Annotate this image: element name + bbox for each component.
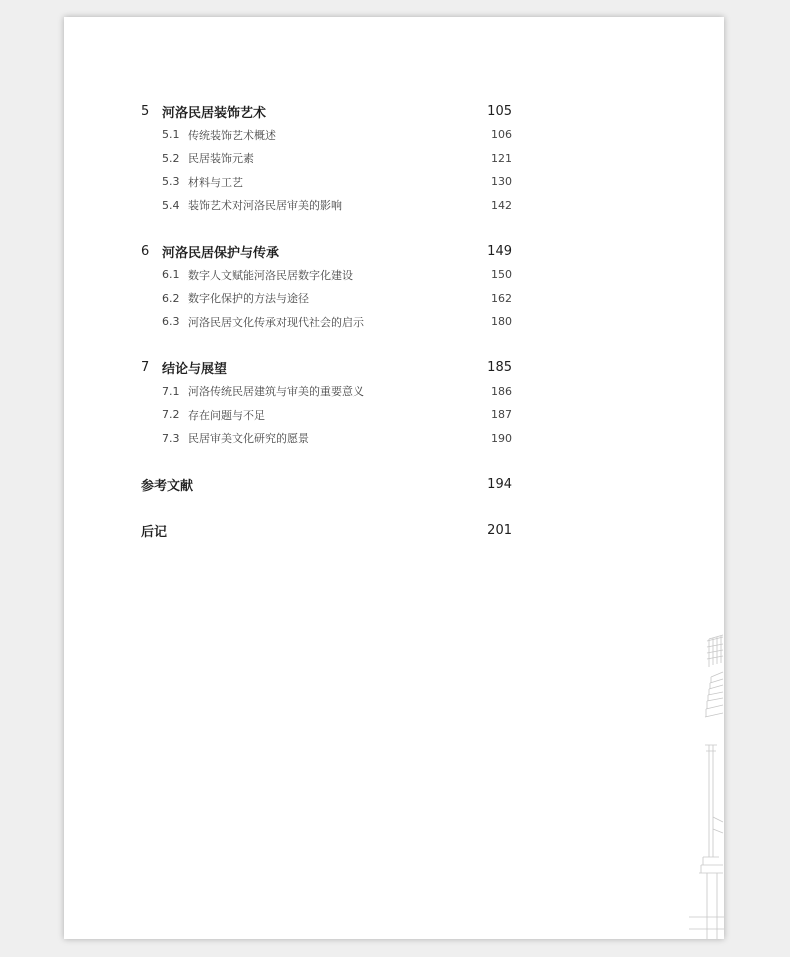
- section-page-number: 180: [491, 315, 512, 329]
- back-matter-heading[interactable]: [141, 472, 512, 496]
- chapter-title: 河洛民居装饰艺术: [162, 105, 267, 121]
- chapter-heading[interactable]: [141, 239, 512, 263]
- section-number: 6.3: [162, 315, 180, 329]
- architecture-line-drawing: [689, 617, 724, 939]
- section-number: 5.4: [162, 198, 180, 212]
- section-number: 6.1: [162, 268, 180, 282]
- section-page-number: 142: [491, 198, 512, 212]
- section-title: 数字人文赋能河洛民居数字化建设: [188, 268, 353, 282]
- section-entry[interactable]: [141, 194, 512, 218]
- section-entry[interactable]: [141, 403, 512, 427]
- section-number: 5.1: [162, 128, 180, 142]
- section-number: 7.2: [162, 408, 180, 422]
- section-entry[interactable]: [141, 263, 512, 287]
- chapter-7: [141, 356, 512, 451]
- section-page-number: 121: [491, 151, 512, 165]
- section-title: 装饰艺术对河洛民居审美的影响: [188, 199, 342, 213]
- chapter-number: 5: [141, 103, 150, 119]
- back-matter-page-number: 194: [487, 476, 512, 492]
- chapter-page-number: 149: [487, 243, 512, 259]
- section-title: 河洛民居文化传承对现代社会的启示: [188, 315, 364, 329]
- section-page-number: 150: [491, 268, 512, 282]
- section-page-number: 130: [491, 175, 512, 189]
- chapter-title: 结论与展望: [162, 362, 228, 377]
- section-entry[interactable]: [141, 287, 512, 311]
- chapter-page-number: 185: [487, 360, 512, 375]
- afterword-entry: [141, 518, 512, 542]
- section-entry[interactable]: [141, 123, 512, 147]
- section-page-number: 186: [491, 384, 512, 398]
- section-title: 数字化保护的方法与途径: [188, 292, 309, 306]
- section-title: 存在问题与不足: [188, 408, 265, 422]
- section-title: 传统装饰艺术概述: [188, 128, 276, 142]
- section-entry[interactable]: [141, 147, 512, 171]
- section-page-number: 187: [491, 408, 512, 422]
- chapter-title: 河洛民居保护与传承: [162, 245, 280, 261]
- section-title: 河洛传统民居建筑与审美的重要意义: [188, 385, 364, 399]
- section-entry[interactable]: [141, 310, 512, 334]
- section-entry[interactable]: [141, 427, 512, 451]
- section-title: 材料与工艺: [188, 175, 243, 189]
- back-matter-title: 后记: [141, 524, 168, 540]
- back-matter-title: 参考文献: [141, 478, 194, 494]
- chapter-number: 6: [141, 243, 150, 259]
- section-number: 7.3: [162, 431, 180, 445]
- section-entry[interactable]: [141, 170, 512, 194]
- chapter-heading[interactable]: [141, 356, 512, 380]
- section-page-number: 162: [491, 291, 512, 305]
- section-number: 5.3: [162, 175, 180, 189]
- chapter-number: 7: [141, 360, 150, 375]
- document-page: [64, 17, 724, 939]
- chapter-heading[interactable]: [141, 99, 512, 123]
- section-entry[interactable]: [141, 380, 512, 404]
- chapter-5: [141, 99, 512, 217]
- back-matter-heading[interactable]: [141, 518, 512, 542]
- section-number: 7.1: [162, 384, 180, 398]
- section-page-number: 106: [491, 128, 512, 142]
- references-entry: [141, 472, 512, 496]
- table-of-contents: [141, 99, 512, 564]
- section-number: 6.2: [162, 291, 180, 305]
- section-page-number: 190: [491, 431, 512, 445]
- back-matter-page-number: 201: [487, 522, 512, 538]
- section-title: 民居装饰元素: [188, 152, 254, 166]
- section-title: 民居审美文化研究的愿景: [188, 432, 309, 446]
- chapter-6: [141, 239, 512, 334]
- section-number: 5.2: [162, 151, 180, 165]
- chapter-page-number: 105: [487, 103, 512, 119]
